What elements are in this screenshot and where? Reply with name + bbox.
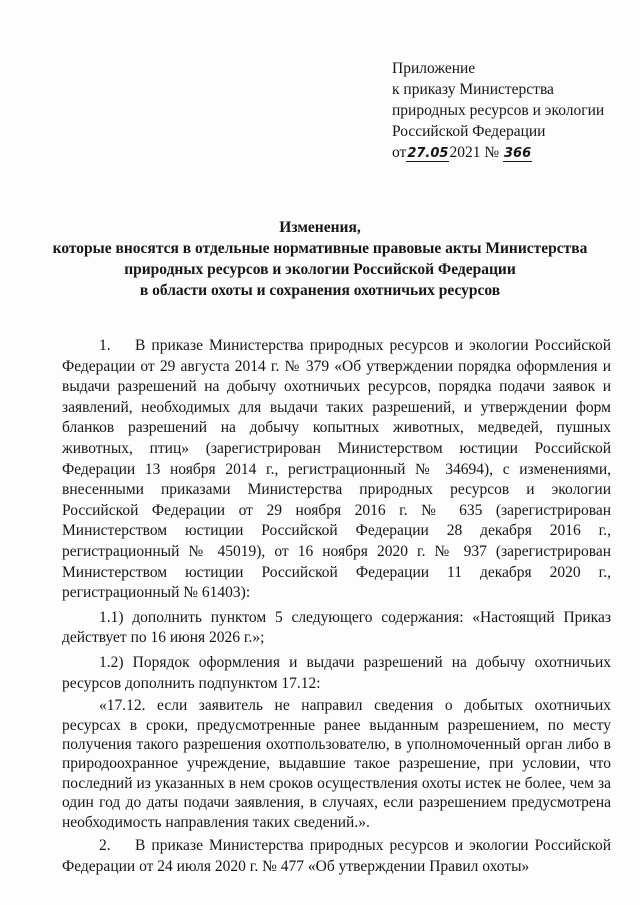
title-line-2: которые вносятся в отдельные нормативные правовые акты Министерства bbox=[52, 240, 588, 257]
title-line-3: природных ресурсов и экологии Российской Федерации bbox=[124, 261, 516, 278]
subitem-1-1: 1.1) дополнить пунктом 5 следующего содержания: «Настоящий Приказ действует по 16 июня 2026 г.»; bbox=[62, 608, 611, 647]
paragraph-item-2 bbox=[62, 836, 611, 877]
appendix-block bbox=[392, 58, 632, 163]
appendix-line-3: природных ресурсов и экологии bbox=[392, 102, 605, 119]
paragraph-item-1 bbox=[62, 336, 611, 604]
quoted-clause-17-12: «17.12. если заявитель не направил сведения о добытых охотничьих ресурсах в сроки, предусмотренные ранее выданным разрешением, по месту получения такого разрешения охотпользователю, в уполномоченный орган либо в природоохранное учреждение, выдавшие такое разрешение, при условии, что последний из указанных в нем сроков осуществления охоты истек не более, чем за один год до даты подачи заявления, в случаях, если разрешением предусмотрена необходимость направления таких сведений.». bbox=[62, 697, 611, 831]
title-line-1: Изменения, bbox=[279, 219, 361, 236]
date-prefix: от bbox=[392, 144, 407, 161]
item-1-number: 1. bbox=[99, 337, 111, 354]
item-2-number: 2. bbox=[99, 836, 111, 854]
handwritten-date: 27.05 bbox=[407, 146, 449, 161]
appendix-line-1: Приложение bbox=[392, 60, 476, 77]
handwritten-number: 366 bbox=[504, 146, 532, 161]
appendix-line-2: к приказу Министерства bbox=[392, 81, 554, 98]
item-2-text: В приказе Министерства природных ресурсов и экологии Российской Федерации от 24 июля 2020 г. № 477 «Об утверждении Правил охоты» bbox=[62, 836, 611, 875]
document-title bbox=[40, 217, 600, 301]
subitem-1-2: 1.2) Порядок оформления и выдачи разрешений на добычу охотничьих ресурсов дополнить подпунктом 17.12: bbox=[62, 653, 611, 692]
appendix-line-4: Российской Федерации bbox=[392, 123, 546, 140]
title-line-4: в области охоты и сохранения охотничьих ресурсов bbox=[139, 282, 501, 299]
document-body bbox=[62, 336, 611, 877]
item-1-text: В приказе Министерства природных ресурсов и экологии Российской Федерации от 29 августа 2014 г. № 379 «Об утверждении порядка оформления и выдачи разрешений на добычу охотничьих ресурсов, порядка подачи заявок и заявлений, необходимых для выдачи таких разрешений, и утверждении форм бланков разрешений на добычу копытных животных, медведей, пушных животных, птиц» (зарегистрирован Министерством юстиции Российской Федерации 13 ноября 2014 г., регистрационный № 34694), с изменениями, внесенными приказами Министерства природных ресурсов и экологии Российской Федерации от 29 ноября 2016 г. № 635 (зарегистрирован Министерством юстиции Российской Федерации 28 декабря 2016 г., регистрационный № 45019), от 16 ноября 2020 г. № 937 (зарегистрирован Министерством юстиции Российской Федерации 11 декабря 2020 г., регистрационный № 61403): bbox=[62, 337, 611, 602]
appendix-date-line bbox=[392, 142, 632, 163]
date-suffix: 2021 № bbox=[449, 144, 500, 161]
